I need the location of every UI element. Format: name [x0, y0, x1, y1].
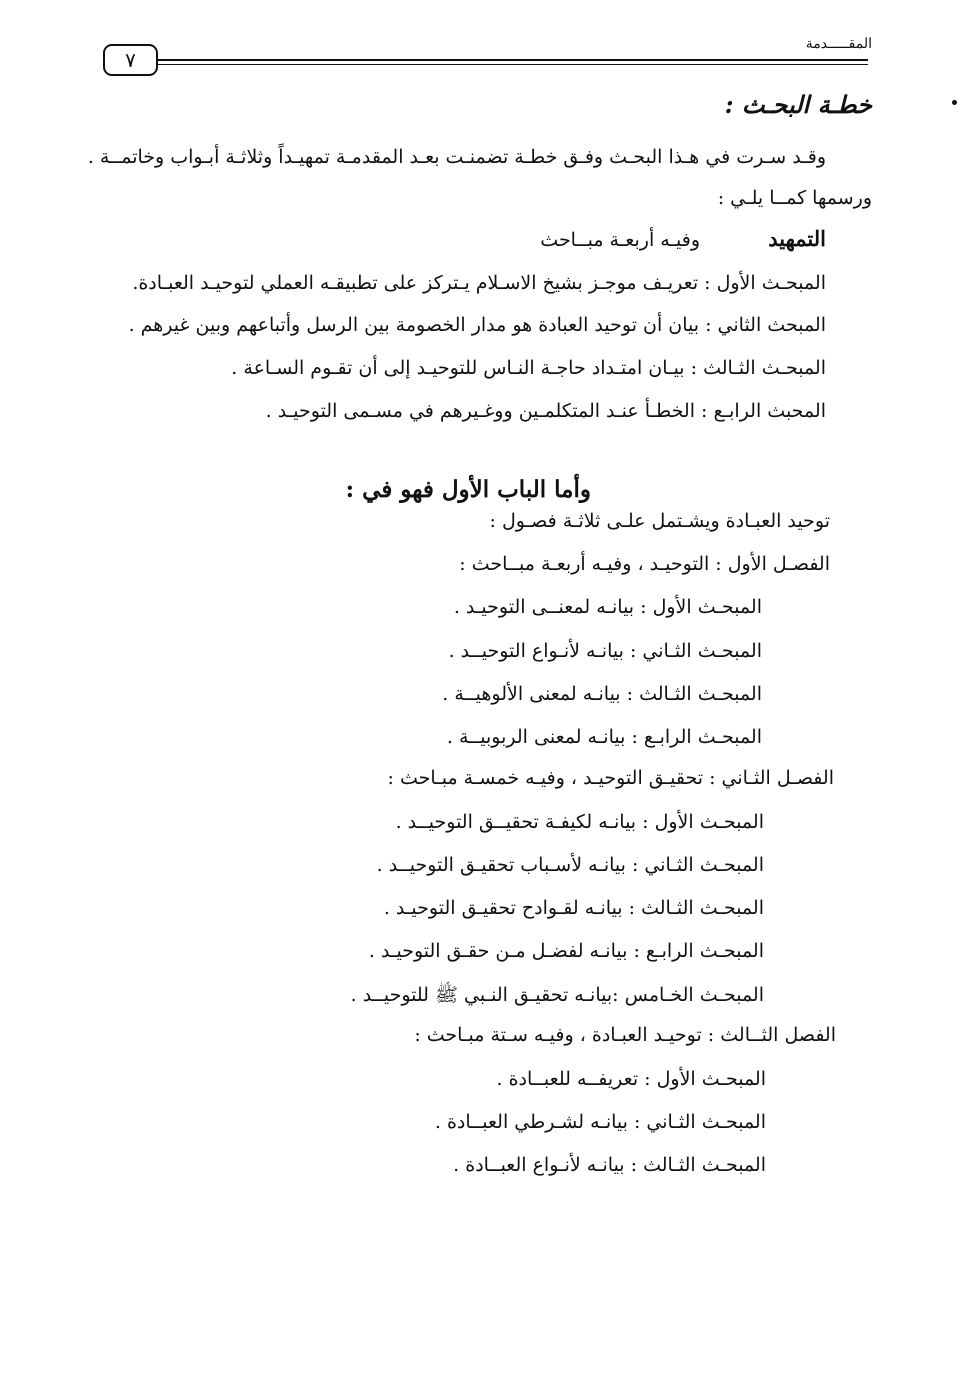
fasl-line: الفصل الثــالث : توحيـد العبـادة ، وفيـه سـتة مبـاحث :: [414, 1024, 836, 1046]
section-heading: خطـة البحـث :: [724, 90, 872, 119]
fasl-line: الفصـل الأول : التوحيـد ، وفيـه أربعـة مبــاحث :: [459, 553, 830, 575]
tamhid-item: المحبث الرابـع : الخطـأ عنـد المتكلمـين ووغـيرهم في مسـمى التوحيـد .: [265, 400, 826, 422]
chapter-heading: وأما الباب الأول فهو في :: [345, 476, 591, 503]
chapter-intro: توحيد العبـادة ويشـتمل علـى ثلاثـة فصـول :: [489, 510, 830, 532]
margin-dot: [952, 100, 957, 105]
mabhath-line: المبحـث الأول : بيانـه لكيفـة تحقيــق التوحيــد .: [395, 811, 764, 833]
mabhath-line: المبحـث الثـاني : بيانـه لشـرطي العبــادة .: [434, 1111, 766, 1133]
mabhath-line: المبحـث الخـامس :بيانـه تحقيـق النـبي ﷺ للتوحيــد .: [350, 984, 764, 1006]
fasl-line: الفصـل الثـاني : تحقيـق التوحيـد ، وفيـه خمسـة مبـاحث :: [387, 767, 834, 789]
mabhath-line: المبحـث الثـالث : بيانـه لمعنى الألوهيــة .: [442, 683, 762, 705]
mabhath-line: المبحـث الرابـع : بيانـه لفضـل مـن حقـق التوحيـد .: [368, 940, 764, 962]
mabhath-line: المبحـث الأول : بيانـه لمعنــى التوحيـد .: [453, 596, 762, 618]
intro-line-1: وقـد سـرت في هـذا البحـث وفـق خطـة تضمنـت بعـد المقدمـة تمهيـداً وثلاثـة أبـواب وخاتمــة .: [87, 146, 826, 168]
mabhath-line: المبحـث الثـاني : بيانـه لأنـواع التوحيــد .: [448, 640, 762, 662]
page-number: ٧: [103, 44, 158, 76]
tamhid-item: المبحـث الأول : تعريـف موجـز بشيخ الاسـلام يـتركز على تطبيقـه العملي لتوحيـد العبـادة.: [132, 272, 826, 294]
header-rule: [158, 59, 868, 61]
tamhid-subtitle: وفيـه أربعـة مبــاحث: [540, 229, 700, 251]
tamhid-item: المبحث الثاني : بيان أن توحيد العبادة هو مدار الخصومة بين الرسل وأتباعهم وبين غيرهم .: [128, 314, 826, 336]
running-title: المقـــــدمة: [800, 36, 872, 52]
header-rule-thin: [158, 64, 868, 65]
tamhid-label: التمهيد: [768, 226, 826, 251]
mabhath-line: المبحـث الرابـع : بيانـه لمعنى الربوبيــة .: [446, 726, 762, 748]
mabhath-line: المبحـث الثـالث : بيانـه لأنـواع العبــادة .: [453, 1154, 766, 1176]
intro-line-2: ورسمها كمــا يلـي :: [717, 187, 872, 209]
mabhath-line: المبحـث الثـاني : بيانـه لأسـباب تحقيـق التوحيــد .: [376, 854, 764, 876]
tamhid-item: المبحـث الثـالث : بيـان امتـداد حاجـة النـاس للتوحيـد إلى أن تقـوم السـاعة .: [231, 357, 826, 379]
mabhath-line: المبحـث الأول : تعريفــه للعبــادة .: [496, 1068, 766, 1090]
mabhath-line: المبحـث الثـالث : بيانـه لقـوادح تحقيـق التوحيـد .: [383, 897, 764, 919]
